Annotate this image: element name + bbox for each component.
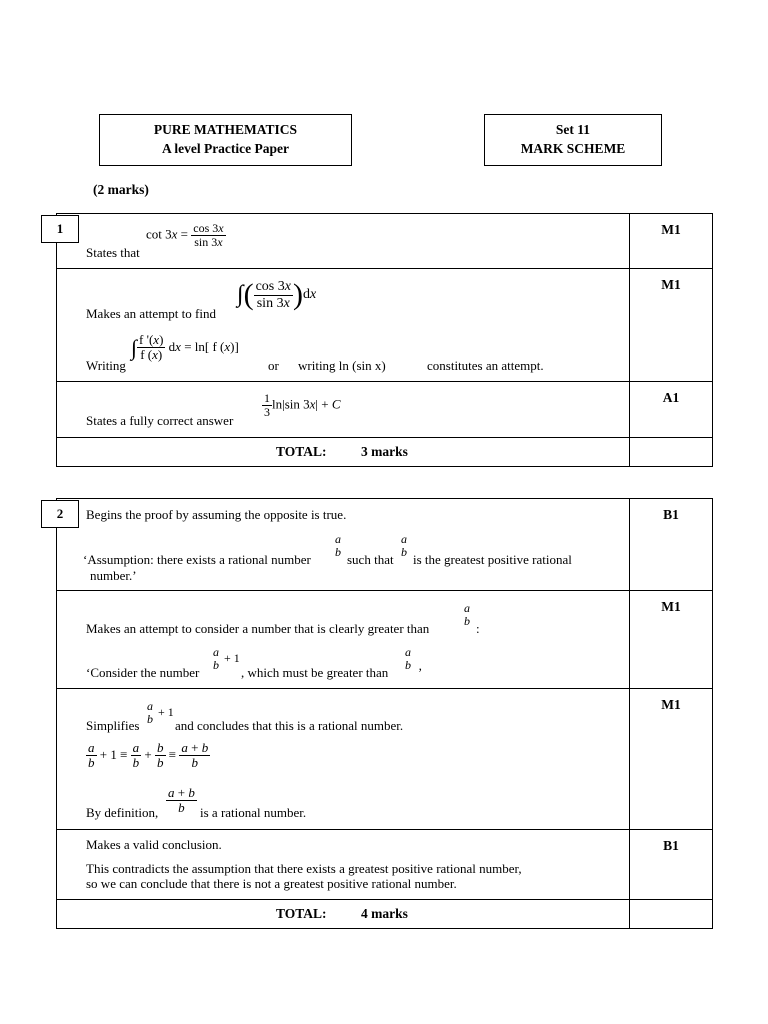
q1-row1-text: States that: [86, 245, 140, 260]
q2-row2-line2b: , which must be greater than: [241, 665, 389, 680]
q2-row2-colon: :: [476, 621, 480, 636]
q2-row2-line2a: ‘Consider the number: [86, 665, 200, 680]
q2-total-value: 4 marks: [361, 906, 408, 921]
paper-title-box: [99, 114, 352, 166]
q2-row4-line1: Makes a valid conclusion.: [86, 837, 222, 852]
table-row: [57, 499, 713, 591]
q2-total: [57, 900, 630, 929]
q1-row2-writing-ln: writing ln (sin x): [298, 358, 386, 373]
simplification-identity: $\frac{a}{b}$ + 1 ≡ $\frac{a}{b}$ + $\frac{b}{b}$ ≡ $\frac{a + b}{b}$: [88, 740, 209, 771]
marks-note: (2 marks): [93, 182, 149, 197]
fraction-a-over-b: a b: [401, 532, 407, 560]
table-row: [57, 830, 713, 900]
a-over-b-plus-one: a b + 1: [147, 699, 174, 727]
q2-row3-line3a: By definition,: [86, 805, 159, 820]
question-2-number: 2: [41, 500, 79, 528]
q2-row4-mark: B1: [630, 830, 713, 900]
table-row: [57, 900, 713, 929]
q1-row2-text1: Makes an attempt to find: [86, 306, 216, 321]
q2-row2-line1: Makes an attempt to consider a number that is clearly greater than: [86, 621, 430, 636]
q1-row3-text: States a fully correct answer: [86, 413, 234, 428]
q2-row1-line2b: such that: [347, 552, 394, 567]
fraction-a-over-b: a b: [464, 601, 470, 629]
q1-row3-mark: A1: [630, 382, 713, 438]
log-integral-rule: ∫ $\frac{f '(x)}{f (x)}$ dx = ln[ f (x)]: [131, 332, 239, 363]
paper-level: A level Practice Paper: [161, 141, 290, 156]
q2-row1-line1: Begins the proof by assuming the opposite is true.: [86, 507, 347, 522]
q1-row2-attempt: constitutes an attempt.: [427, 358, 544, 373]
table-row: [57, 269, 713, 382]
q2-row3-line3b: is a rational number.: [200, 805, 307, 820]
set-box: [484, 114, 662, 166]
q2-row2-line2c: ’: [418, 665, 423, 680]
integral-expression: ∫( $\frac{\cos 3x}{\sin 3x}$ )dx: [237, 278, 317, 311]
a-over-b-plus-one: a b + 1: [213, 645, 240, 673]
table-row: [57, 591, 713, 689]
q2-total-label: TOTAL:: [276, 906, 327, 921]
q2-row4-line2: This contradicts the assumption that there exists a greatest positive rational number,: [86, 861, 522, 876]
table-row: [57, 382, 713, 438]
table-row: [57, 438, 713, 467]
q2-row3-line1b: and concludes that this is a rational number.: [175, 718, 404, 733]
q1-total-value: 3 marks: [361, 444, 408, 459]
q2-row1-mark: B1: [630, 499, 713, 591]
question-1-table: [56, 213, 713, 467]
question-1-number: 1: [41, 215, 79, 243]
table-row: [57, 214, 713, 269]
question-2-table: [56, 498, 713, 929]
q2-row1-line3: number.’: [90, 568, 137, 583]
fraction-a-over-b: a b: [335, 532, 341, 560]
q2-row3-mark: M1: [630, 689, 713, 830]
q1-row2-writing: Writing: [86, 358, 126, 373]
final-answer: $\frac{1}{3}$ ln|sin 3x| + C: [264, 391, 341, 420]
mark-scheme-label: MARK SCHEME: [520, 141, 626, 156]
q1-row2-or: or: [268, 358, 279, 373]
a-plus-b-over-b: $\frac{a + b}{b}$: [168, 785, 195, 816]
q2-row4-line3: so we can conclude that there is not a greatest positive rational number.: [86, 876, 457, 891]
q2-row1-line2c: is the greatest positive rational: [413, 552, 572, 567]
set-number: Set 11: [555, 122, 591, 137]
q1-row2-mark: M1: [630, 269, 713, 382]
q1-row1-mark: M1: [630, 214, 713, 269]
paper-subject: PURE MATHEMATICS: [153, 122, 298, 137]
cot-identity: cot 3x = $\frac{\cos 3x}{\sin 3x}$: [146, 221, 224, 250]
q1-total: [57, 438, 630, 467]
q1-total-label: TOTAL:: [276, 444, 327, 459]
table-row: [57, 689, 713, 830]
q2-row2-mark: M1: [630, 591, 713, 689]
q2-row1-line2a: ‘Assumption: there exists a rational number: [83, 552, 311, 567]
q2-row3-line1a: Simplifies: [86, 718, 140, 733]
fraction-a-over-b: a b: [405, 645, 411, 673]
